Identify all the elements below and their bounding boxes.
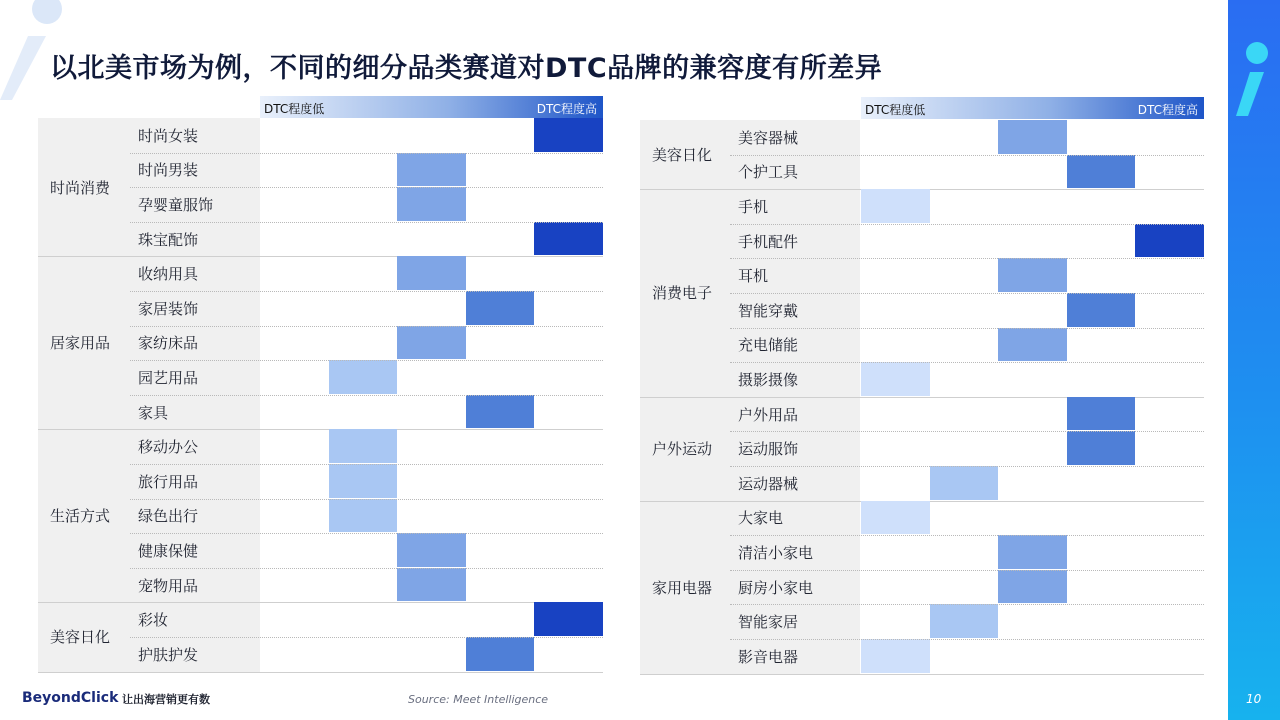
category-label: 旅行用品 xyxy=(138,472,199,491)
heat-cell xyxy=(466,291,535,325)
category-label: 家具 xyxy=(138,403,169,422)
category-label: 影音电器 xyxy=(738,647,799,666)
row-divider xyxy=(730,258,1204,259)
table-bottom-line xyxy=(640,674,1204,675)
heat-cell xyxy=(329,464,398,498)
heat-cell xyxy=(466,637,535,671)
category-label: 孕婴童服饰 xyxy=(138,195,214,214)
category-label: 时尚女装 xyxy=(138,126,199,145)
category-label: 珠宝配饰 xyxy=(138,230,199,249)
category-label: 美容器械 xyxy=(738,128,799,147)
row-divider xyxy=(730,466,1204,467)
heat-cell xyxy=(397,533,466,567)
row-divider xyxy=(730,328,1204,329)
category-label: 彩妆 xyxy=(138,611,169,630)
heat-cell xyxy=(397,326,466,360)
category-label: 手机 xyxy=(738,197,769,216)
category-label: 充电储能 xyxy=(738,336,799,355)
row-divider xyxy=(130,291,603,292)
heat-cell xyxy=(930,604,999,638)
dtc-scale-bar xyxy=(861,97,1204,119)
row-divider xyxy=(730,639,1204,640)
category-label: 大家电 xyxy=(738,509,784,528)
heat-cell xyxy=(998,570,1067,604)
category-label: 智能穿戴 xyxy=(738,301,799,320)
category-label: 园艺用品 xyxy=(138,368,199,387)
group-label: 生活方式 xyxy=(50,507,111,526)
row-divider xyxy=(130,637,603,638)
row-divider xyxy=(130,568,603,569)
heat-cell xyxy=(329,499,398,533)
heat-cell xyxy=(861,639,930,673)
category-label: 收纳用具 xyxy=(138,265,199,284)
page-title: 以北美市场为例，不同的细分品类赛道对DTC品牌的兼容度有所差异 xyxy=(50,53,883,84)
row-divider xyxy=(730,604,1204,605)
group-label: 时尚消费 xyxy=(50,178,111,197)
category-label: 运动服饰 xyxy=(738,440,799,459)
heat-cell xyxy=(861,189,930,223)
heat-cell xyxy=(397,568,466,602)
heat-cell xyxy=(1067,293,1136,327)
category-label: 护肤护发 xyxy=(138,645,199,664)
heat-cell xyxy=(861,501,930,535)
dtc-scale-bar xyxy=(260,96,603,118)
row-divider xyxy=(130,222,603,223)
brand-logo: BeyondClick xyxy=(22,690,119,706)
group-label: 美容日化 xyxy=(50,628,111,647)
brand-tagline: 让出海营销更有数 xyxy=(122,693,210,706)
scale-high-label: DTC程度高 xyxy=(536,102,597,116)
category-label: 厨房小家电 xyxy=(738,578,814,597)
category-label: 宠物用品 xyxy=(138,576,199,595)
group-label: 居家用品 xyxy=(50,334,111,353)
heat-cell xyxy=(397,256,466,290)
category-label: 健康保健 xyxy=(138,541,199,560)
row-divider xyxy=(130,464,603,465)
heat-cell xyxy=(397,153,466,187)
scale-low-label: DTC程度低 xyxy=(865,103,926,117)
row-divider xyxy=(730,224,1204,225)
category-label: 摄影摄像 xyxy=(738,370,799,389)
heat-cell xyxy=(930,466,999,500)
category-label: 个护工具 xyxy=(738,163,799,182)
heat-cell xyxy=(534,222,603,256)
row-divider xyxy=(130,187,603,188)
group-divider xyxy=(38,256,603,257)
heat-cell xyxy=(998,535,1067,569)
heat-cell xyxy=(534,602,603,636)
category-label: 耳机 xyxy=(738,267,769,286)
category-label: 家纺床品 xyxy=(138,334,199,353)
category-label: 移动办公 xyxy=(138,438,199,457)
category-label: 时尚男装 xyxy=(138,161,199,180)
row-divider xyxy=(730,535,1204,536)
row-divider xyxy=(730,293,1204,294)
group-label: 美容日化 xyxy=(652,146,713,165)
accent-dot xyxy=(1246,42,1268,64)
category-label: 手机配件 xyxy=(738,232,799,251)
heat-cell xyxy=(534,118,603,152)
row-divider xyxy=(730,431,1204,432)
category-label: 绿色出行 xyxy=(138,507,199,526)
group-label: 消费电子 xyxy=(652,284,713,303)
category-label: 清洁小家电 xyxy=(738,543,814,562)
heat-cell xyxy=(1067,431,1136,465)
page-number: 10 xyxy=(1246,692,1262,706)
group-divider xyxy=(38,429,603,430)
row-divider xyxy=(730,155,1204,156)
heat-cell xyxy=(998,120,1067,154)
heat-cell xyxy=(397,187,466,221)
scale-low-label: DTC程度低 xyxy=(264,102,325,116)
accent-slash xyxy=(1236,72,1266,122)
row-divider xyxy=(130,533,603,534)
row-divider xyxy=(730,570,1204,571)
row-divider xyxy=(130,326,603,327)
category-label: 智能家居 xyxy=(738,613,799,632)
category-label: 户外用品 xyxy=(738,405,799,424)
source-note: Source: Meet Intelligence xyxy=(408,693,549,706)
heat-cell xyxy=(329,429,398,463)
row-divider xyxy=(130,395,603,396)
category-label: 运动器械 xyxy=(738,474,799,493)
heat-cell xyxy=(1135,224,1204,258)
row-divider xyxy=(730,362,1204,363)
group-label: 家用电器 xyxy=(652,578,713,597)
decorative-circle xyxy=(32,0,62,24)
row-divider xyxy=(130,153,603,154)
heat-cell xyxy=(861,362,930,396)
heat-cell xyxy=(998,258,1067,292)
scale-high-label: DTC程度高 xyxy=(1137,103,1198,117)
heat-cell xyxy=(1067,397,1136,431)
group-label: 户外运动 xyxy=(652,440,713,459)
table-bottom-line xyxy=(38,672,603,673)
heat-cell xyxy=(329,360,398,394)
category-label: 家居装饰 xyxy=(138,299,199,318)
group-divider xyxy=(38,602,603,603)
heat-cell xyxy=(998,328,1067,362)
row-divider xyxy=(130,499,603,500)
row-divider xyxy=(130,360,603,361)
heat-cell xyxy=(466,395,535,429)
heat-cell xyxy=(1067,155,1136,189)
